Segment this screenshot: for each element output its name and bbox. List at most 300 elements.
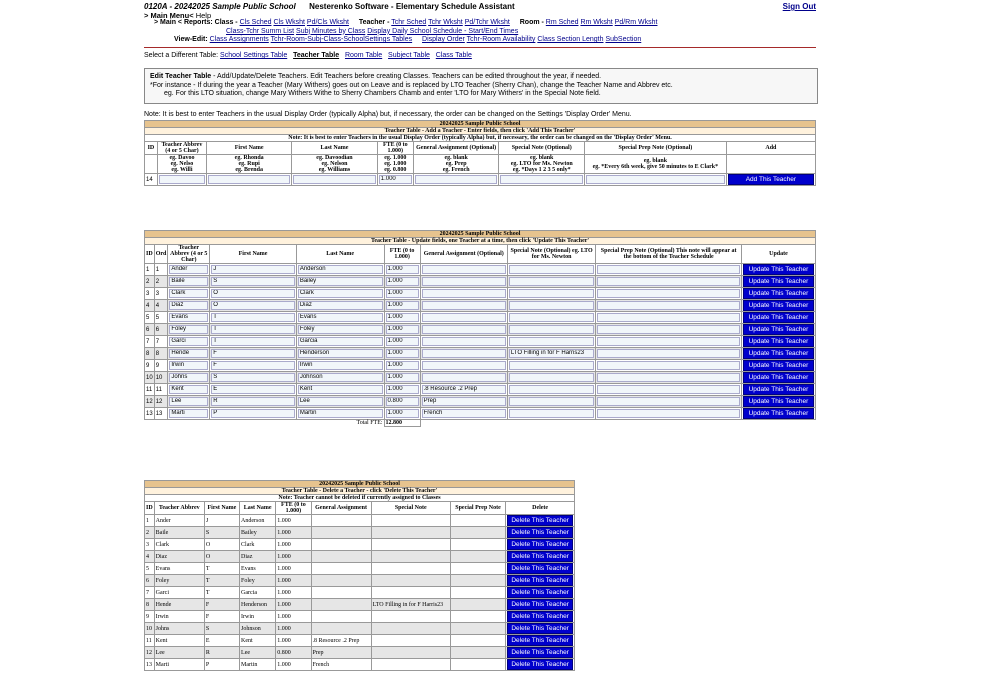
- new-special-note-input[interactable]: [500, 175, 582, 184]
- first-name-input[interactable]: O: [211, 289, 295, 298]
- update-header-cell: Ord: [154, 245, 168, 264]
- special-note-input[interactable]: [509, 277, 594, 286]
- general-assignment-input[interactable]: [422, 325, 506, 334]
- teacher-id: 6: [145, 324, 155, 336]
- add-input-row: [145, 174, 816, 186]
- first-name-input[interactable]: T: [211, 313, 295, 322]
- app-title: Nesterenko Software - Elementary Schedule Assistant: [309, 2, 515, 11]
- last-name-input[interactable]: Lee: [298, 397, 383, 406]
- delete-cell-last: Bailey: [240, 527, 276, 539]
- delete-this-teacher-button[interactable]: Delete This Teacher: [507, 527, 573, 538]
- delete-cell-last: Henderson: [240, 599, 276, 611]
- delete-cell-fte: 1.000: [276, 611, 311, 623]
- delete-cell-first: P: [204, 659, 239, 671]
- last-name-input[interactable]: Bailey: [298, 277, 383, 286]
- add-example-cell: eg. blank eg. *Every 6th week, give 50 minutes to E Clark*: [584, 155, 726, 174]
- add-header-cell: First Name: [207, 142, 292, 155]
- delete-cell-prep: [450, 551, 505, 563]
- update-this-teacher-button[interactable]: Update This Teacher: [743, 312, 814, 323]
- update-this-teacher-button[interactable]: Update This Teacher: [743, 264, 814, 275]
- update-header-cell: ID: [145, 245, 155, 264]
- update-table-row: [145, 300, 816, 312]
- delete-cell-note: [371, 515, 450, 527]
- delete-subtitle: Teacher Table - Delete a Teacher - click 'Delete This Teacher': [145, 488, 575, 495]
- tchr-sched-link[interactable]: Tchr Sched: [391, 19, 427, 26]
- cls-sched-link[interactable]: Cls Sched: [239, 19, 272, 26]
- delete-table-row: [145, 611, 575, 623]
- delete-table-row: [145, 563, 575, 575]
- delete-cell-abbr: Johns: [154, 623, 204, 635]
- abbrev-input[interactable]: Diaz: [169, 301, 208, 310]
- update-this-teacher-button[interactable]: Update This Teacher: [743, 408, 814, 419]
- general-assignment-input[interactable]: [422, 373, 506, 382]
- class-tchr-summ-link[interactable]: Class-Tchr Summ List: [226, 27, 295, 35]
- delete-this-teacher-button[interactable]: Delete This Teacher: [507, 623, 573, 634]
- delete-this-teacher-button[interactable]: Delete This Teacher: [507, 635, 573, 646]
- delete-cell-fte: 1.000: [276, 551, 311, 563]
- update-table-row: [145, 372, 816, 384]
- teacher-id: 8: [145, 348, 155, 360]
- abbrev-input[interactable]: Evans: [169, 313, 208, 322]
- update-this-teacher-button[interactable]: Update This Teacher: [743, 360, 814, 371]
- delete-cell-note: [371, 575, 450, 587]
- update-this-teacher-button[interactable]: Update This Teacher: [743, 300, 814, 311]
- display-order: 6: [154, 324, 168, 336]
- display-order: 3: [154, 288, 168, 300]
- fte-input[interactable]: 1.000: [386, 277, 419, 286]
- update-this-teacher-button[interactable]: Update This Teacher: [743, 372, 814, 383]
- delete-teacher-table: [144, 480, 575, 671]
- sign-out-link[interactable]: Sign Out: [782, 2, 816, 11]
- delete-cell-first: F: [204, 611, 239, 623]
- delete-cell-first: T: [204, 587, 239, 599]
- school-settings-table-link[interactable]: School Settings Table: [220, 52, 288, 59]
- update-this-teacher-button[interactable]: Update This Teacher: [743, 336, 814, 347]
- last-name-input[interactable]: Foley: [298, 325, 383, 334]
- delete-cell-abbr: Evans: [154, 563, 204, 575]
- first-name-input[interactable]: F: [211, 349, 295, 358]
- update-this-teacher-button[interactable]: Update This Teacher: [743, 276, 814, 287]
- teacher-table-link[interactable]: Teacher Table: [293, 52, 340, 59]
- delete-cell-fte: 1.000: [276, 635, 311, 647]
- select-table-label: Select a Different Table:: [144, 52, 219, 59]
- delete-this-teacher-button[interactable]: Delete This Teacher: [507, 659, 573, 670]
- special-note-input[interactable]: [509, 325, 594, 334]
- subj-minutes-link[interactable]: Subj Minutes by Class: [296, 27, 366, 35]
- special-prep-note-input[interactable]: [597, 397, 740, 406]
- abbrev-input[interactable]: Irwin: [169, 361, 208, 370]
- delete-this-teacher-button[interactable]: Delete This Teacher: [507, 551, 573, 562]
- update-header-cell: Update: [741, 245, 815, 264]
- delete-cell-gen: [311, 575, 371, 587]
- delete-cell-gen: [311, 515, 371, 527]
- new-id: 14: [145, 174, 158, 186]
- info-line3: eg. For this LTO situation, change Mary Withers Withe to Sherry Chambers Chamb and enter 'LTO for Mary Withers' in the Special Note field.: [164, 90, 601, 97]
- delete-this-teacher-button[interactable]: Delete This Teacher: [507, 515, 573, 526]
- delete-cell-last: Lee: [240, 647, 276, 659]
- delete-table-row: [145, 527, 575, 539]
- general-assignment-input[interactable]: [422, 265, 506, 274]
- class-section-length-link[interactable]: Class Section Length: [537, 36, 604, 43]
- update-table-row: [145, 288, 816, 300]
- subject-table-link[interactable]: Subject Table: [388, 52, 430, 59]
- special-note-input[interactable]: [509, 361, 594, 370]
- general-assignment-input[interactable]: [422, 313, 506, 322]
- fte-input[interactable]: 1.000: [386, 301, 419, 310]
- abbrev-input[interactable]: Clark: [169, 289, 208, 298]
- delete-cell-abbr: Baile: [154, 527, 204, 539]
- first-name-input[interactable]: T: [211, 325, 295, 334]
- add-header-cell: ID: [145, 142, 158, 155]
- delete-this-teacher-button[interactable]: Delete This Teacher: [507, 599, 573, 610]
- display-order-link[interactable]: Display Order: [422, 36, 465, 43]
- special-note-input[interactable]: [509, 265, 594, 274]
- cls-wksht-link[interactable]: Cls Wksht: [273, 19, 305, 26]
- special-prep-note-input[interactable]: [597, 325, 740, 334]
- special-note-input[interactable]: [509, 301, 594, 310]
- delete-cell-prep: [450, 635, 505, 647]
- total-fte-value: 12.800: [384, 420, 420, 427]
- delete-cell-fte: 0.800: [276, 647, 311, 659]
- update-this-teacher-button[interactable]: Update This Teacher: [743, 288, 814, 299]
- delete-cell-gen: French: [311, 659, 371, 671]
- pd-rm-wksht-link[interactable]: Pd/Rm Wksht: [614, 19, 658, 26]
- delete-cell-first: O: [204, 539, 239, 551]
- special-prep-note-input[interactable]: [597, 289, 740, 298]
- class-table-link[interactable]: Class Table: [435, 52, 472, 59]
- room-table-link[interactable]: Room Table: [344, 52, 383, 59]
- tchr-room-availability-link[interactable]: Tchr-Room Availability: [466, 36, 536, 43]
- add-header-cell: General Assignment (Optional): [413, 142, 499, 155]
- add-header-cell: Last Name: [292, 142, 378, 155]
- delete-cell-id: 3: [145, 539, 155, 551]
- update-this-teacher-button[interactable]: Update This Teacher: [743, 396, 814, 407]
- add-example-cell: [726, 155, 815, 174]
- special-note-input[interactable]: [509, 337, 594, 346]
- first-name-input[interactable]: R: [211, 397, 295, 406]
- delete-cell-note: [371, 551, 450, 563]
- first-name-input[interactable]: S: [211, 277, 295, 286]
- special-note-input[interactable]: [509, 373, 594, 382]
- special-prep-note-input[interactable]: [597, 337, 740, 346]
- last-name-input[interactable]: Clark: [298, 289, 383, 298]
- update-school-title: 20242025 Sample Public School: [145, 231, 816, 238]
- delete-cell-last: Kent: [240, 635, 276, 647]
- abbrev-input[interactable]: Garci: [169, 337, 208, 346]
- delete-cell-abbr: Diaz: [154, 551, 204, 563]
- fte-input[interactable]: 1.000: [386, 325, 419, 334]
- delete-cell-id: 8: [145, 599, 155, 611]
- delete-cell-gen: .8 Resource .2 Prep: [311, 635, 371, 647]
- teacher-id: 10: [145, 372, 155, 384]
- general-assignment-input[interactable]: French: [422, 409, 506, 418]
- add-header-cell: Special Prep Note (Optional): [584, 142, 726, 155]
- teacher-id: 2: [145, 276, 155, 288]
- info-ops: - Add/Update/Delete Teachers. Edit Teachers before creating Classes. Teachers can be edited throughout the year, if needed.: [213, 73, 602, 80]
- rm-sched-link[interactable]: Rm Sched: [545, 19, 579, 26]
- update-teacher-table: [144, 230, 816, 427]
- update-subtitle: Teacher Table - Update fields, one Teacher at a time, then click 'Update This Teacher': [145, 238, 816, 245]
- special-note-input[interactable]: [509, 397, 594, 406]
- delete-table-row: [145, 623, 575, 635]
- new-fte-input[interactable]: 1.000: [379, 175, 412, 184]
- fte-input[interactable]: 0.800: [386, 397, 419, 406]
- first-name-input[interactable]: J: [211, 265, 295, 274]
- delete-cell-id: 9: [145, 611, 155, 623]
- delete-cell-fte: 1.000: [276, 659, 311, 671]
- delete-cell-note: [371, 527, 450, 539]
- delete-this-teacher-button[interactable]: Delete This Teacher: [507, 575, 573, 586]
- delete-cell-prep: [450, 539, 505, 551]
- special-prep-note-input[interactable]: [597, 349, 740, 358]
- delete-cell-last: Martin: [240, 659, 276, 671]
- delete-table-row: [145, 551, 575, 563]
- teacher-id: 9: [145, 360, 155, 372]
- delete-cell-gen: [311, 551, 371, 563]
- update-table-row: [145, 348, 816, 360]
- add-example-cell: eg. 1.000 eg. 1.000 eg. 0.800: [377, 155, 413, 174]
- special-prep-note-input[interactable]: [597, 409, 740, 418]
- delete-cell-fte: 1.000: [276, 527, 311, 539]
- delete-header-cell: First Name: [204, 502, 239, 515]
- fte-input[interactable]: 1.000: [386, 289, 419, 298]
- pd-tchr-wksht-link[interactable]: Pd/Tchr Wksht: [464, 19, 510, 26]
- delete-cell-last: Anderson: [240, 515, 276, 527]
- delete-cell-fte: 1.000: [276, 599, 311, 611]
- new-general-assignment-input[interactable]: [415, 175, 498, 184]
- delete-this-teacher-button[interactable]: Delete This Teacher: [507, 647, 573, 658]
- update-this-teacher-button[interactable]: Update This Teacher: [743, 384, 814, 395]
- update-table-row: [145, 384, 816, 396]
- delete-cell-first: O: [204, 551, 239, 563]
- class-assignments-link[interactable]: Class Assignments: [209, 36, 269, 43]
- reports-nav: [154, 19, 657, 45]
- last-name-input[interactable]: Evans: [298, 313, 383, 322]
- display-order: 12: [154, 396, 168, 408]
- add-example-cell: eg. Davoo eg. Nelso eg. Willi: [157, 155, 206, 174]
- first-name-input[interactable]: E: [211, 385, 295, 394]
- first-name-input[interactable]: F: [211, 361, 295, 370]
- abbrev-input[interactable]: Johns: [169, 373, 208, 382]
- teacher-id: 11: [145, 384, 155, 396]
- delete-cell-abbr: Kent: [154, 635, 204, 647]
- display-order-note: Note: It is best to enter Teachers in the usual Display Order (typically Alpha) but, if necessary, the order can be changed on the Settings 'Display Order' Menu.: [144, 111, 632, 118]
- fte-input[interactable]: 1.000: [386, 265, 419, 274]
- special-note-input[interactable]: [509, 385, 594, 394]
- main-reports-label: > Main < Reports: Class -: [154, 19, 238, 26]
- delete-cell-abbr: Foley: [154, 575, 204, 587]
- last-name-input[interactable]: Irwin: [298, 361, 383, 370]
- teacher-reports-label: Teacher -: [358, 19, 390, 26]
- first-name-input[interactable]: O: [211, 301, 295, 310]
- fte-input[interactable]: 1.000: [386, 385, 419, 394]
- delete-cell-fte: 1.000: [276, 563, 311, 575]
- add-school-title: 20242025 Sample Public School: [145, 121, 816, 128]
- fte-input[interactable]: 1.000: [386, 373, 419, 382]
- abbrev-input[interactable]: Baile: [169, 277, 208, 286]
- abbrev-input[interactable]: Foley: [169, 325, 208, 334]
- update-header-cell: Last Name: [296, 245, 384, 264]
- teacher-id: 13: [145, 408, 155, 420]
- display-order: 4: [154, 300, 168, 312]
- header: [144, 2, 816, 20]
- delete-this-teacher-button[interactable]: Delete This Teacher: [507, 587, 573, 598]
- display-order: 5: [154, 312, 168, 324]
- daily-schedule-link[interactable]: Display Daily School Schedule - Start/End Times: [367, 27, 519, 35]
- school-code-title: 0120A - 20242025 Sample Public School: [144, 2, 296, 11]
- delete-cell-id: 2: [145, 527, 155, 539]
- general-assignment-input[interactable]: [422, 361, 506, 370]
- delete-cell-fte: 1.000: [276, 623, 311, 635]
- abbrev-input[interactable]: Lee: [169, 397, 208, 406]
- abbrev-input[interactable]: Hende: [169, 349, 208, 358]
- delete-cell-last: Garcia: [240, 587, 276, 599]
- abbrev-input[interactable]: Marti: [169, 409, 208, 418]
- update-header-cell: First Name: [210, 245, 297, 264]
- view-edit-label: View-Edit:: [174, 36, 208, 43]
- add-this-teacher-button[interactable]: Add This Teacher: [728, 174, 814, 185]
- update-table-row: [145, 408, 816, 420]
- delete-cell-prep: [450, 587, 505, 599]
- add-example-cell: eg. blank eg. LTO for Ms. Newton eg. *Days 1 2 3 5 only*: [499, 155, 584, 174]
- delete-cell-last: Clark: [240, 539, 276, 551]
- update-this-teacher-button[interactable]: Update This Teacher: [743, 348, 814, 359]
- general-assignment-input[interactable]: [422, 349, 506, 358]
- delete-this-teacher-button[interactable]: Delete This Teacher: [507, 611, 573, 622]
- fte-input[interactable]: 1.000: [386, 313, 419, 322]
- special-note-input[interactable]: [509, 409, 594, 418]
- display-order: 8: [154, 348, 168, 360]
- special-prep-note-input[interactable]: [597, 265, 740, 274]
- last-name-input[interactable]: Garcia: [298, 337, 383, 346]
- display-order: 13: [154, 408, 168, 420]
- delete-cell-first: R: [204, 647, 239, 659]
- delete-cell-abbr: Hende: [154, 599, 204, 611]
- abbrev-input[interactable]: Ander: [169, 265, 208, 274]
- special-prep-note-input[interactable]: [597, 385, 740, 394]
- last-name-input[interactable]: Johnson: [298, 373, 383, 382]
- tchr-wksht-link[interactable]: Tchr Wksht: [428, 19, 463, 26]
- new-first-name-input[interactable]: [208, 175, 290, 184]
- general-assignment-input[interactable]: .8 Resource .2 Prep: [422, 385, 506, 394]
- main-menu-link[interactable]: > Main Menu<: [144, 11, 194, 20]
- pd-cls-wksht-link[interactable]: Pd/Cls Wksht: [306, 19, 349, 26]
- add-header-cell: Teacher Abbrev (4 or 5 Char): [157, 142, 206, 155]
- teacher-id: 4: [145, 300, 155, 312]
- update-table-row: [145, 276, 816, 288]
- new-abbrev-input[interactable]: [159, 175, 205, 184]
- subsection-link[interactable]: SubSection: [605, 36, 642, 43]
- delete-this-teacher-button[interactable]: Delete This Teacher: [507, 539, 573, 550]
- special-prep-note-input[interactable]: [597, 301, 740, 310]
- delete-cell-note: [371, 635, 450, 647]
- delete-cell-first: E: [204, 635, 239, 647]
- delete-cell-abbr: Irwin: [154, 611, 204, 623]
- delete-cell-id: 7: [145, 587, 155, 599]
- abbrev-input[interactable]: Kent: [169, 385, 208, 394]
- special-prep-note-input[interactable]: [597, 361, 740, 370]
- delete-cell-abbr: Lee: [154, 647, 204, 659]
- update-this-teacher-button[interactable]: Update This Teacher: [743, 324, 814, 335]
- add-header-cell: FTE (0 to 1.000): [377, 142, 413, 155]
- last-name-input[interactable]: Martin: [298, 409, 383, 418]
- delete-cell-prep: [450, 575, 505, 587]
- teacher-id: 3: [145, 288, 155, 300]
- delete-cell-gen: [311, 527, 371, 539]
- fte-input[interactable]: 1.000: [386, 349, 419, 358]
- general-assignment-input[interactable]: Prep: [422, 397, 506, 406]
- delete-cell-note: [371, 659, 450, 671]
- delete-cell-first: J: [204, 515, 239, 527]
- general-assignment-input[interactable]: [422, 301, 506, 310]
- special-prep-note-input[interactable]: [597, 313, 740, 322]
- delete-cell-last: Foley: [240, 575, 276, 587]
- fte-input[interactable]: 1.000: [386, 409, 419, 418]
- special-note-input[interactable]: [509, 313, 594, 322]
- total-fte-label: Total FTE:: [356, 420, 383, 427]
- rm-wksht-link[interactable]: Rm Wksht: [580, 19, 613, 26]
- delete-header-cell: FTE (0 to 1.000): [276, 502, 311, 515]
- settings-tables-link[interactable]: Tchr-Room-Subj-Class-SchoolSettings Tables: [270, 36, 413, 43]
- delete-cell-prep: [450, 515, 505, 527]
- help-link[interactable]: Help: [195, 11, 212, 20]
- special-note-input[interactable]: [509, 289, 594, 298]
- first-name-input[interactable]: P: [211, 409, 295, 418]
- update-table-row: [145, 336, 816, 348]
- last-name-input[interactable]: Kent: [298, 385, 383, 394]
- last-name-input[interactable]: Henderson: [298, 349, 383, 358]
- delete-header-cell: Teacher Abbrev: [154, 502, 204, 515]
- general-assignment-input[interactable]: [422, 277, 506, 286]
- delete-cell-first: S: [204, 623, 239, 635]
- new-special-prep-note-input[interactable]: [586, 175, 725, 184]
- fte-input[interactable]: 1.000: [386, 361, 419, 370]
- delete-note: Note: Teacher cannot be deleted if currently assigned to Classes: [145, 495, 575, 502]
- first-name-input[interactable]: S: [211, 373, 295, 382]
- delete-cell-fte: 1.000: [276, 539, 311, 551]
- update-table-row: [145, 360, 816, 372]
- new-last-name-input[interactable]: [293, 175, 376, 184]
- display-order: 10: [154, 372, 168, 384]
- teacher-id: 12: [145, 396, 155, 408]
- special-prep-note-input[interactable]: [597, 277, 740, 286]
- info-title: Edit Teacher Table: [150, 73, 212, 80]
- last-name-input[interactable]: Anderson: [298, 265, 383, 274]
- delete-table-row: [145, 587, 575, 599]
- delete-cell-abbr: Garci: [154, 587, 204, 599]
- add-example-cell: eg. Davoodian eg. Nelson eg. Williams: [292, 155, 378, 174]
- delete-header-cell: ID: [145, 502, 155, 515]
- delete-cell-note: [371, 647, 450, 659]
- last-name-input[interactable]: Diaz: [298, 301, 383, 310]
- teacher-id: 7: [145, 336, 155, 348]
- special-prep-note-input[interactable]: [597, 373, 740, 382]
- delete-header-cell: Last Name: [240, 502, 276, 515]
- general-assignment-input[interactable]: [422, 337, 506, 346]
- delete-cell-first: S: [204, 527, 239, 539]
- divider: [144, 47, 816, 48]
- update-table-row: [145, 396, 816, 408]
- first-name-input[interactable]: T: [211, 337, 295, 346]
- delete-cell-id: 13: [145, 659, 155, 671]
- general-assignment-input[interactable]: [422, 289, 506, 298]
- add-teacher-table: [144, 120, 816, 186]
- fte-input[interactable]: 1.000: [386, 337, 419, 346]
- special-note-input[interactable]: LTO Filling in for F Harris23: [509, 349, 594, 358]
- delete-header-cell: Special Note: [371, 502, 450, 515]
- delete-cell-abbr: Marti: [154, 659, 204, 671]
- delete-this-teacher-button[interactable]: Delete This Teacher: [507, 563, 573, 574]
